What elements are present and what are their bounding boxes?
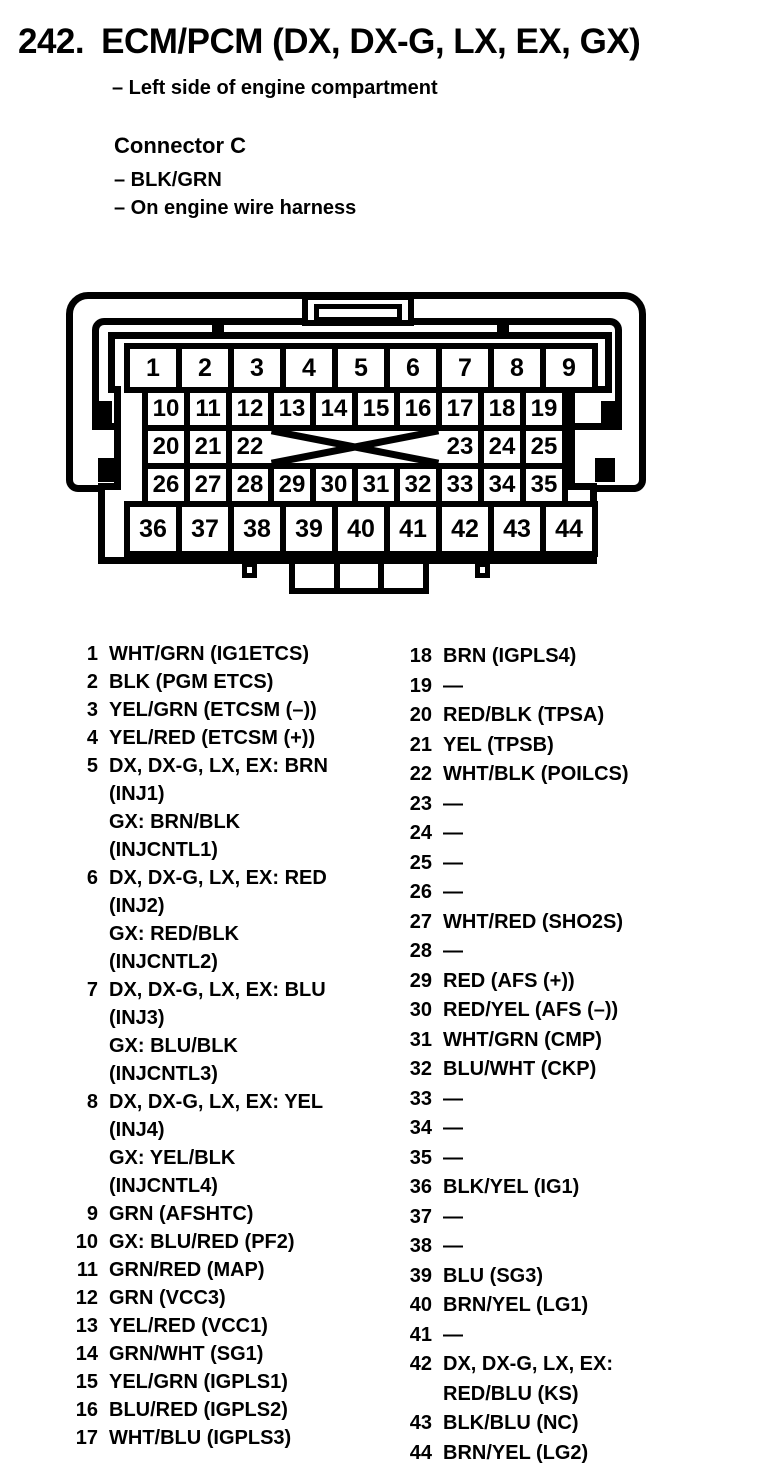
pin-wire-label: (INJ3) [109, 1007, 165, 1029]
pin-list-entry [58, 640, 388, 668]
pin-list-entry [58, 1340, 388, 1368]
pin-cell: 40 [332, 501, 390, 557]
pin-number: 42 [409, 1353, 432, 1375]
pin-number: 40 [409, 1294, 432, 1316]
pin-wire-label: RED/BLK (TPSA) [443, 704, 605, 726]
pin-wire-label: BLU/WHT (CKP) [443, 1058, 597, 1080]
pin-cell: 14 [310, 387, 358, 431]
pin-number: 29 [409, 969, 432, 992]
pin-list-entry [392, 760, 748, 790]
pin-number: 2 [86, 671, 98, 693]
pin-wire-label: DX, DX-G, LX, EX: RED [109, 867, 327, 889]
pin-wire-label: (INJ2) [109, 895, 165, 917]
pin-wire-label: GX: BLU/BLK [109, 1035, 238, 1057]
pin-number: 25 [409, 851, 432, 874]
pin-cell: 10 [142, 387, 190, 431]
pin-cell: 21 [184, 425, 232, 469]
pin-list-entry [392, 937, 748, 967]
pin-wire-label: WHT/GRN (CMP) [443, 1028, 602, 1051]
pin-number [392, 1380, 432, 1410]
pin-wire-label: GRN/RED (MAP) [109, 1259, 265, 1281]
pin-list-entry [392, 1321, 748, 1351]
side-lock-nub [98, 458, 118, 482]
pin-list-entry [58, 864, 388, 892]
pin-cell: 13 [268, 387, 316, 431]
pin-cell: 35 [520, 463, 568, 507]
pin-list-entry [58, 1312, 388, 1340]
pin-wire-label: — [443, 1087, 463, 1110]
pin-list-entry [58, 1368, 388, 1396]
pin-number: 43 [409, 1412, 432, 1434]
pin-cell: 6 [384, 343, 442, 393]
pin-cell: 8 [488, 343, 546, 393]
pin-cell: 39 [280, 501, 338, 557]
pin-wire-label: — [443, 792, 463, 815]
pin-wire-label: — [443, 1235, 463, 1257]
pin-cell: 44 [540, 501, 598, 557]
pin-list-entry [392, 1026, 748, 1056]
pin-number: 39 [409, 1264, 432, 1287]
pin-number [58, 1004, 98, 1032]
pin-cell: 22 [226, 425, 274, 469]
pin-list-entry [392, 819, 748, 849]
section-number: 242. [18, 22, 85, 61]
pin-wire-label: DX, DX-G, LX, EX: BRN [109, 755, 328, 777]
pin-number: 8 [86, 1091, 98, 1113]
pin-number: 12 [75, 1287, 98, 1309]
pin-list-entry [58, 1228, 388, 1256]
pin-number [58, 1144, 98, 1172]
pin-number: 9 [86, 1203, 98, 1225]
pin-wire-label: DX, DX-G, LX, EX: BLU [109, 979, 326, 1001]
pin-number [58, 892, 98, 920]
pin-cell: 1 [124, 343, 182, 393]
housing-step [98, 483, 121, 490]
bottom-lock-nub [475, 562, 490, 578]
pin-wire-label: — [443, 940, 463, 962]
pin-number: 23 [409, 792, 432, 815]
pin-wire-label: BLU/RED (IGPLS2) [109, 1399, 288, 1421]
housing-step [108, 386, 121, 393]
pin-cell: 7 [436, 343, 494, 393]
pin-list-entry [392, 1439, 748, 1469]
pin-cell: 5 [332, 343, 390, 393]
pin-number: 21 [409, 733, 432, 756]
key-divider [334, 564, 340, 588]
pin-number: 13 [75, 1315, 98, 1337]
pin-wire-label: GRN (VCC3) [109, 1287, 226, 1309]
pin-number: 20 [409, 704, 432, 726]
pin-list-entry [392, 1232, 748, 1262]
pin-cell: 30 [310, 463, 358, 507]
pin-cell: 2 [176, 343, 234, 393]
pin-list-entry [58, 1396, 388, 1424]
pin-cell: 43 [488, 501, 546, 557]
pin-list-entry [392, 642, 748, 672]
pin-cell: 37 [176, 501, 234, 557]
pin-list-entry [392, 672, 748, 702]
pin-wire-label: — [443, 1323, 463, 1346]
pin-cell: 33 [436, 463, 484, 507]
pin-wire-label: GX: RED/BLK [109, 923, 239, 945]
pin-cell: 38 [228, 501, 286, 557]
pin-number: 17 [75, 1427, 98, 1449]
pin-list-entry [392, 790, 748, 820]
pin-cell: 9 [540, 343, 598, 393]
housing-step [568, 483, 597, 490]
pin-number [58, 1116, 98, 1144]
pin-number: 10 [75, 1231, 98, 1253]
connector-latch-tab [302, 294, 414, 326]
pin-number: 6 [86, 867, 98, 889]
pin-list-entry [392, 1055, 748, 1085]
pin-wire-label: YEL/GRN (ETCSM (–)) [109, 699, 317, 721]
pin-row-5 [130, 501, 598, 557]
pin-number: 37 [409, 1205, 432, 1228]
pin-number [58, 920, 98, 948]
pin-list-entry [58, 836, 388, 864]
pin-number: 22 [409, 763, 432, 785]
pin-number: 35 [409, 1146, 432, 1169]
pin-wire-label: — [443, 1146, 463, 1169]
pin-wire-label: RED/YEL (AFS (–)) [443, 999, 619, 1021]
pin-cell: 20 [142, 425, 190, 469]
pin-list-entry [58, 1116, 388, 1144]
pin-list-entry [58, 1088, 388, 1116]
pin-list-entry [58, 724, 388, 752]
pin-cell: 34 [478, 463, 526, 507]
pin-wire-label: BLK (PGM ETCS) [109, 671, 274, 693]
pin-list-entry [58, 1284, 388, 1312]
pin-wire-label: BLK/BLU (NC) [443, 1412, 579, 1434]
pin-wire-label: YEL/RED (ETCSM (+)) [109, 727, 316, 749]
pin-list-entry [392, 1262, 748, 1292]
side-lock-nub [601, 401, 619, 427]
pin-list-entry [392, 849, 748, 879]
pin-list-entry [58, 1424, 388, 1452]
connector-latch-tab-inner [314, 304, 402, 322]
pin-number: 28 [409, 940, 432, 962]
pin-cell: 12 [226, 387, 274, 431]
pin-list-entry [58, 1256, 388, 1284]
pin-list-entry [58, 668, 388, 696]
pin-list-entry [392, 908, 748, 938]
pin-number: 26 [409, 881, 432, 903]
pin-wire-label: WHT/BLU (IGPLS3) [109, 1427, 292, 1449]
pin-number: 18 [409, 645, 432, 667]
pin-cell: 27 [184, 463, 232, 507]
pin-list-entry [392, 996, 748, 1026]
pin-wire-label: RED (AFS (+)) [443, 969, 575, 992]
pin-number: 32 [409, 1058, 432, 1080]
pin-cell: 42 [436, 501, 494, 557]
pin-cell: 16 [394, 387, 442, 431]
pin-list-entry [58, 1004, 388, 1032]
pin-cell: 32 [394, 463, 442, 507]
pin-wire-label: (INJCNTL4) [109, 1175, 218, 1197]
pin-number: 19 [409, 674, 432, 697]
connector-diagram [64, 288, 654, 608]
pin-list-entry [392, 1291, 748, 1321]
pin-list-entry [58, 696, 388, 724]
pin-cell: 4 [280, 343, 338, 393]
pin-row-1 [130, 343, 598, 393]
pin-wire-label: GRN (AFSHTC) [109, 1203, 254, 1225]
pin-number [58, 780, 98, 808]
pin-wire-label: WHT/BLK (POILCS) [443, 763, 629, 785]
pin-wire-label: (INJCNTL1) [109, 839, 218, 861]
pin-wire-label: BRN/YEL (LG2) [443, 1441, 589, 1464]
pin-number: 44 [409, 1441, 432, 1464]
pin-wire-label: WHT/GRN (IG1ETCS) [109, 643, 309, 665]
pin-number: 11 [76, 1259, 98, 1281]
pin-number: 4 [86, 727, 98, 749]
pin-cell: 29 [268, 463, 316, 507]
pin-number: 31 [409, 1028, 432, 1051]
pin-cell: 41 [384, 501, 442, 557]
pin-number: 33 [409, 1087, 432, 1110]
pin-number: 38 [409, 1235, 432, 1257]
side-lock-nub [595, 458, 615, 482]
pin-wire-label: — [443, 881, 463, 903]
key-divider [378, 564, 384, 588]
pin-wire-label: WHT/RED (SHO2S) [443, 910, 623, 933]
bottom-lock-nub [242, 562, 257, 578]
pin-number [58, 808, 98, 836]
pin-cell: 15 [352, 387, 400, 431]
pin-list-entry [392, 1203, 748, 1233]
pin-number: 5 [86, 755, 98, 777]
pin-list-entry [58, 976, 388, 1004]
section-heading [18, 22, 640, 62]
pin-list-entry [392, 1085, 748, 1115]
pin-list-entry [58, 808, 388, 836]
pin-wire-label: — [443, 851, 463, 874]
page-title: ECM/PCM (DX, DX-G, LX, EX, GX) [101, 22, 641, 61]
pin-list-entry [58, 780, 388, 808]
pin-wire-label: — [443, 674, 463, 697]
pin-wire-label: GX: BRN/BLK [109, 811, 241, 833]
pin-list-entry [392, 878, 748, 908]
pin-number: 27 [409, 910, 432, 933]
pin-wire-label: YEL/GRN (IGPLS1) [109, 1371, 288, 1393]
pin-list-right-column [392, 642, 748, 1468]
pin-cell: 19 [520, 387, 568, 431]
pin-cell: 17 [436, 387, 484, 431]
pin-list-entry [392, 1380, 748, 1410]
pin-number: 24 [409, 822, 432, 844]
pin-wire-label: BRN (IGPLS4) [443, 645, 577, 667]
pin-number: 41 [409, 1323, 432, 1346]
pin-wire-label: (INJ1) [109, 783, 165, 805]
pin-wire-label: (INJCNTL3) [109, 1063, 218, 1085]
pin-cell: 11 [184, 387, 232, 431]
pin-list-entry [392, 701, 748, 731]
pin-wire-label: — [443, 1117, 463, 1139]
pin-list-entry [58, 752, 388, 780]
side-lock-nub [94, 401, 112, 427]
pin-wire-label: GX: BLU/RED (PF2) [109, 1231, 295, 1253]
pin-wire-label: GX: YEL/BLK [109, 1147, 236, 1169]
pin-list-entry [392, 1114, 748, 1144]
pin-number [58, 1060, 98, 1088]
pin-list-entry [392, 1350, 748, 1380]
bottom-key-tab [289, 564, 429, 594]
pin-number: 16 [75, 1399, 98, 1421]
pin-wire-label: YEL/RED (VCC1) [109, 1315, 268, 1337]
pin-cell: 3 [228, 343, 286, 393]
pin-wire-label: GRN/WHT (SG1) [109, 1343, 264, 1365]
pin-number: 14 [75, 1343, 98, 1365]
pin-list-entry [392, 967, 748, 997]
pin-wire-label: DX, DX-G, LX, EX: [443, 1353, 614, 1375]
pin-cell: 36 [124, 501, 182, 557]
pin-list-entry [58, 892, 388, 920]
pin-list-entry [58, 1060, 388, 1088]
connector-harness-note: – On engine wire harness [114, 197, 357, 219]
pin-wire-label: — [443, 822, 463, 844]
pin-list-entry [392, 1173, 748, 1203]
pin-list-entry [58, 1032, 388, 1060]
pin-wire-label: YEL (TPSB) [443, 733, 554, 756]
pin-number: 3 [86, 699, 98, 721]
pin-number: 7 [86, 979, 98, 1001]
pin-number [58, 836, 98, 864]
location-note: – Left side of engine compartment [112, 77, 438, 99]
pin-cell: 24 [478, 425, 526, 469]
pin-cell: 28 [226, 463, 274, 507]
pin-number: 15 [75, 1371, 98, 1393]
pin-list-left-column [58, 640, 388, 1452]
pin-cell: 18 [478, 387, 526, 431]
pin-number: 36 [409, 1176, 432, 1198]
pin-list-entry [58, 1200, 388, 1228]
pin-cell: 26 [142, 463, 190, 507]
pin-list-entry [392, 1409, 748, 1439]
pin-wire-label: BLU (SG3) [443, 1264, 543, 1287]
pin-list-entry [58, 948, 388, 976]
pin-cell: 25 [520, 425, 568, 469]
pin-cell: 23 [436, 425, 484, 469]
pin-wire-label: — [443, 1205, 463, 1228]
pin-number: 30 [409, 999, 432, 1021]
pin-list-entry [392, 731, 748, 761]
pin-wire-label: (INJCNTL2) [109, 951, 218, 973]
connector-color-note: – BLK/GRN [114, 169, 222, 191]
pin-cell: 31 [352, 463, 400, 507]
pin-number: 1 [86, 643, 98, 665]
connector-heading: Connector C [114, 133, 246, 158]
pin-number [58, 1032, 98, 1060]
pin-number: 34 [409, 1117, 432, 1139]
pin-wire-label: RED/BLU (KS) [443, 1382, 579, 1405]
pin-list-entry [392, 1144, 748, 1174]
pin-wire-label: DX, DX-G, LX, EX: YEL [109, 1091, 324, 1113]
pin-list-entry [58, 1172, 388, 1200]
pin-wire-label: (INJ4) [109, 1119, 165, 1141]
pin-number [58, 1172, 98, 1200]
pin-wire-label: BRN/YEL (LG1) [443, 1294, 589, 1316]
pin-number [58, 948, 98, 976]
pin-list-entry [58, 1144, 388, 1172]
pin-list-entry [58, 920, 388, 948]
pin-wire-label: BLK/YEL (IG1) [443, 1176, 580, 1198]
